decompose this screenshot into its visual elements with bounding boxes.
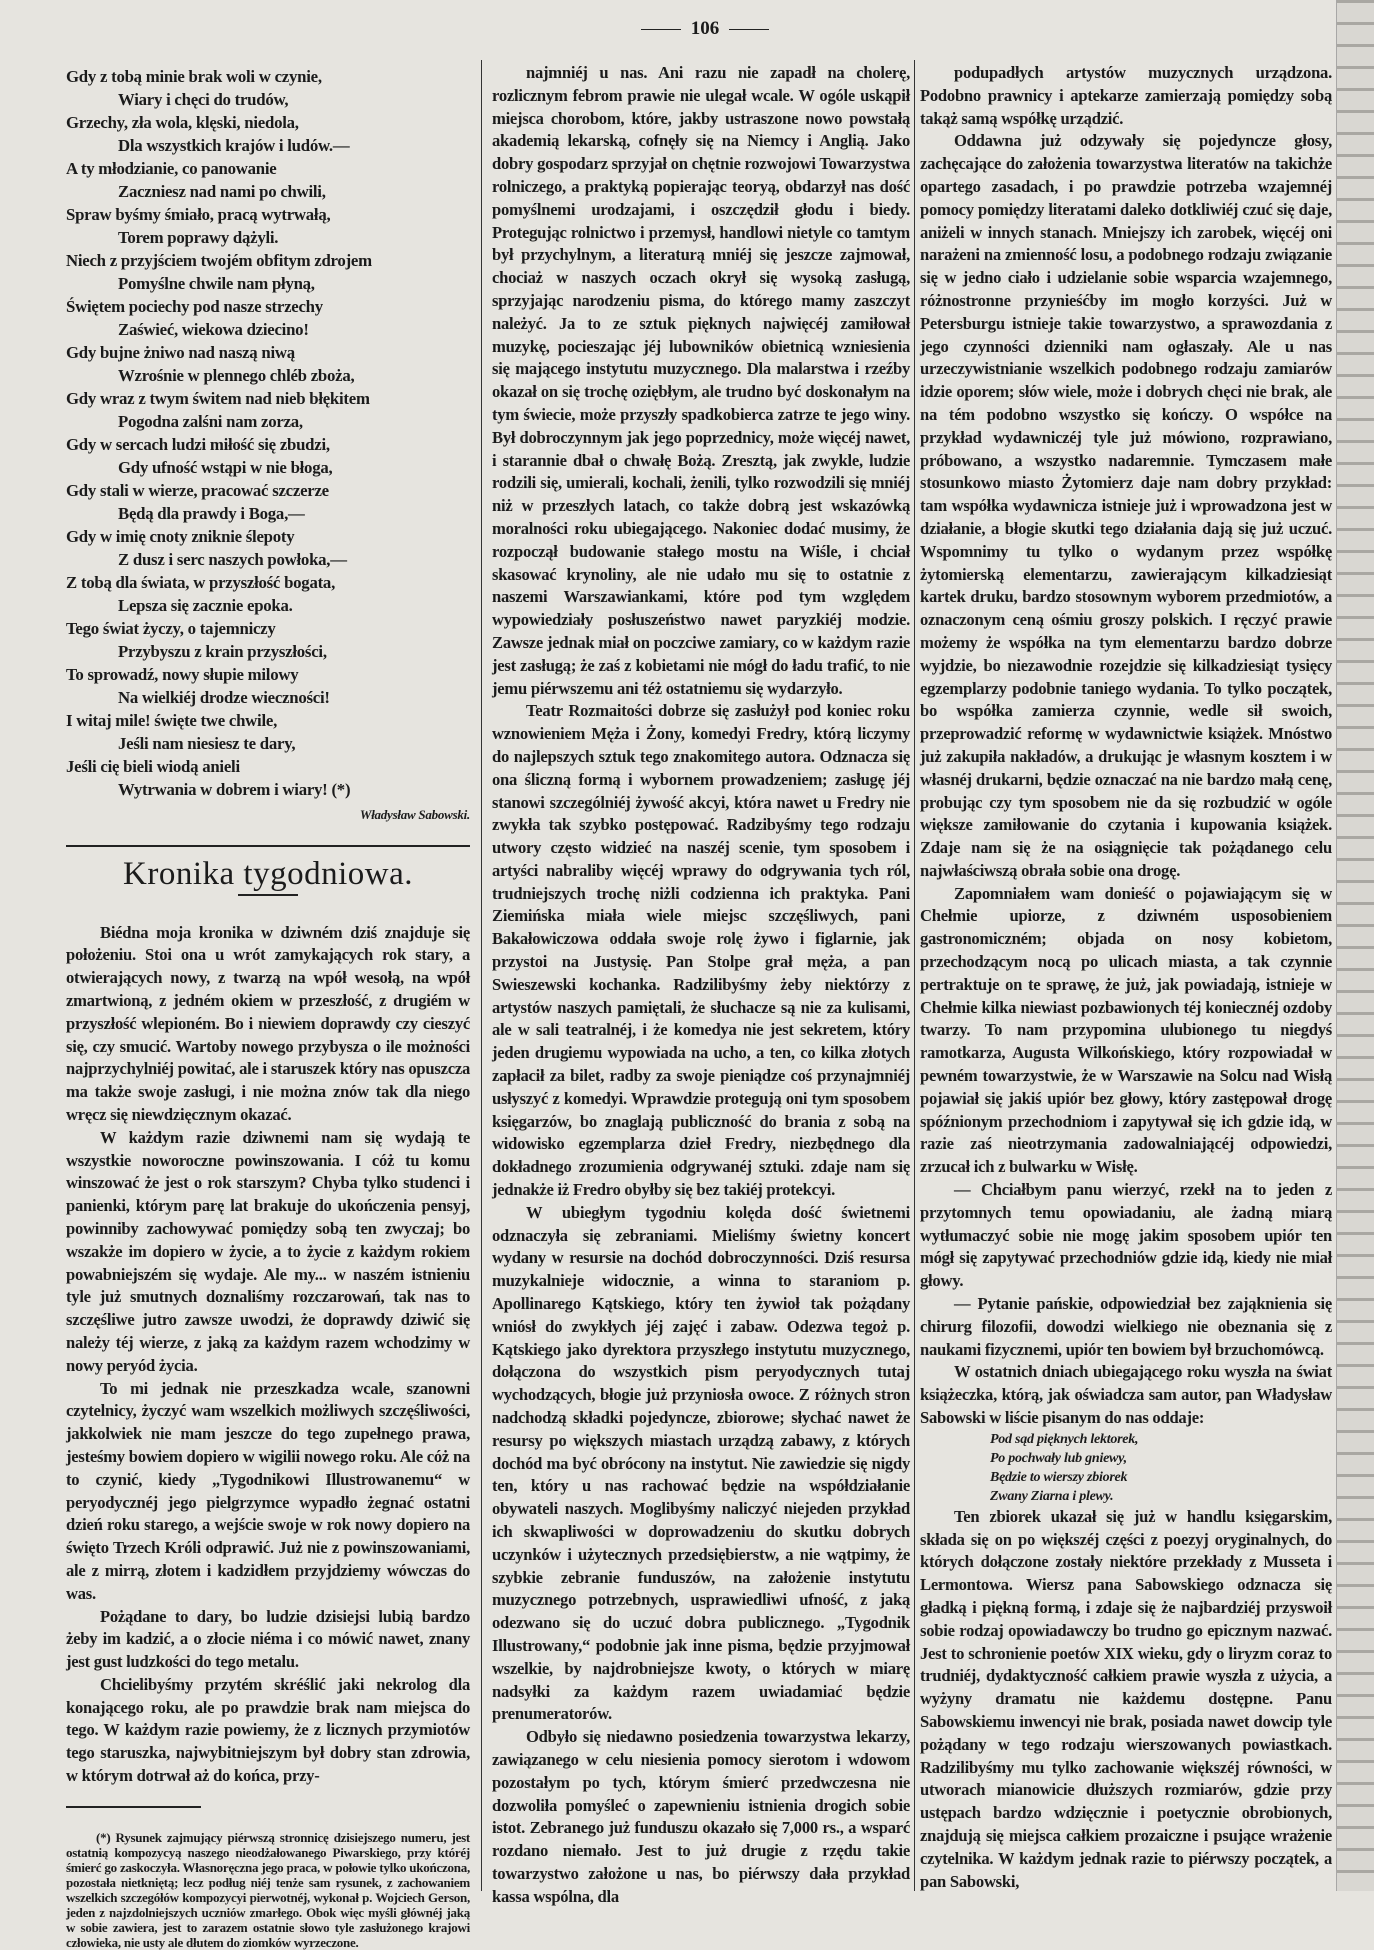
column-3-body-b [920, 1506, 1332, 1894]
poem-line: Gdy stali w wierze, pracować szczerze [66, 481, 329, 500]
adjacent-page-edge [1336, 0, 1374, 1891]
paragraph: — Pytanie pańskie, odpowiedział bez zająknienia się chirurg filozofii, dowodzi wielkiego nie obeznania się z naukami fizycznemi, upiór ten bowiem był brzuchomówcą. [920, 1294, 1332, 1359]
paragraph: Biédna moja kronika w dziwném dziś znajduje się położeniu. Stoi ona u wrót zamykających rok stary, a otwierających nowy, z twarzą na wpół wesołą, na wpół zmartwioną, z jedném okiem w przeszłość, z drugiém w przyszłość wlepioném. Bo i niewiem doprawdy czy cieszyć się, czy smucić. Wartoby nowego przybysza o ile możności najprzychylniéj powitać, ale i staruszek który nas opuszcza ma także swoje zasługi, i nie można znów tak dla niego wręcz się niewdzięcznym okazać. [66, 922, 470, 1124]
paragraph: — Chciałbym panu wierzyć, rzekł na to jeden z przytomnych temu opowiadaniu, ale żadną miarą wytłumaczyć sobie nie mogę jakim sposobem upiór ten mógł się zapytywać przechodniów gdzie idą, kiedy nie miał głowy. [920, 1180, 1332, 1291]
poem-line: Na wielkiéj drodze wieczności! [118, 688, 330, 707]
poem-line: Z tobą dla świata, w przyszłość bogata, [66, 573, 336, 592]
poem [66, 66, 470, 802]
poem-line: Zaczniesz nad nami po chwili, [118, 182, 326, 201]
verse-line: Po pochwały lub gniewy, [990, 1450, 1127, 1466]
poem-line: Grzechy, zła wola, klęski, niedola, [66, 113, 299, 132]
section-divider [66, 845, 470, 847]
poem-line: Gdy bujne żniwo nad naszą niwą [66, 343, 295, 362]
poem-line: Wiary i chęci do trudów, [118, 90, 289, 109]
paragraph: Pożądane to dary, bo ludzie dzisiejsi lubią bardzo żeby im kadzić, a o złocie niéma i co mówić nawet, znany jest gust ludzkości do tego metalu. [66, 1606, 470, 1672]
paragraph: podupadłych artystów muzycznych urządzona. Podobno prawnicy i aptekarze zamierzają pomiędzy sobą takąż samą współkę urządzić. [920, 63, 1332, 128]
paragraph: Oddawna już odzywały się pojedyncze głosy, zachęcające do założenia towarzystwa literatów na takichże opartego zasadach, i po prawdzie potrzeba wzajemnéj pomocy pomiędzy literatami daleko dotkliwiéj czuć się daje, aniżeli w innych stanach. Mniejszy ich zarobek, więcéj oni narażeni na zmienność losu, a podobnego rodzaju związanie się w jedno ciało i udzielanie sobie wsparcia wzajemnego, różnostronne przynieśćby im mogło korzyści. Już w Petersburgu istnieje takie towarzystwo, a sprawozdania z jego czynności dzienniki nam ogłaszały. Ale u nas urzeczywistnianie wszelkich podobnego rodzaju zamiarów idzie oporem; słów wiele, może i dobrych chęci nie brak, ale na tém podobno wszystko się kończy. O współce na przykład wydawniczéj tyle już mówiono, rozprawiano, próbowano, a wszystko nadaremnie. Tymczasem małe stosunkowo miasto Żytomierz daje nam dobry przykład: tam współka wydawnicza istnieje już i wprowadzona jest w działanie, a błogie skutki tego działania dają się już uczuć. Wspomnimy tu tylko o wydanym przez współkę żytomierską elementarzu, zawierającym kilkadziesiąt kartek druku, bardzo stosownym wyborem przedmiotów, a oznaczonym ceną ośmiu groszy polskich. I ręczyć prawie możemy że współka na tym elementarzu bardzo dobrze wyjdzie, bo niezawodnie rozejdzie się kilkadziesiąt tysięcy egzemplarzy podobnie taniego wydania. To tylko początek, bo współka zamierza czynnie, wedle sił swoich, przeprowadzić reformę w wydawnictwie książek. Mnóstwo już zakupiła nakładów, a drukując je własnym kosztem i w własnéj drukarni, będzie oznaczać na nie bardzo małą cenę, probując czy tym sposobem nie da się rozbudzić w ogóle większe zamiłowanie do czytania i kupowania książek. Zdaje nam się że na osiągnięcie tak pożądanego celu najwłaściwszą obrała sobie ona drogę. [920, 131, 1332, 880]
section-title: Kronika tygodniowa. [123, 855, 413, 892]
poem-line: Jeśli cię bieli wiodą anieli [66, 757, 240, 776]
verse-line: Pod sąd pięknych lektorek, [990, 1431, 1139, 1447]
footnote-rule [66, 1806, 201, 1808]
footnote-text: (*) Rysunek zajmujący piérwszą stronnicę dzisiejszego numeru, jest ostatnią kompozycyą naszego nieodżałowanego Piwarskiego, przy któréj śmierć go zaskoczyła. Własnoręczna jego praca, w połowie tylko ukończona, pozostała nietkniętą; lecz podług niéj tenże sam rysunek, z zachowaniem wszelkich szczegółów kompozycyi pierwotnéj, wykonał p. Wojciech Gerson, jeden z najzdolniejszych uczniów zmarłego. Obok więc myśli głównéj jaką w sobie zawiera, jest to zarazem ostatnie słowo tyle zasłużonego krajowi człowieka, nie usty ale dłutem do ziomków wyrzeczone. [66, 1829, 470, 1950]
verse-line: Zwany Ziarna i plewy. [990, 1488, 1114, 1504]
poem-line: Gdy ufność wstąpi w nie błoga, [118, 458, 333, 477]
poem-line: Wytrwania w dobrem i wiary! (*) [118, 780, 351, 799]
poem-line: Jeśli nam niesiesz te dary, [118, 734, 296, 753]
title-rule [238, 894, 298, 896]
paragraph: Ten zbiorek ukazał się już w handlu księgarskim, składa się on po większéj części z poezyj oryginalnych, do których dołączone zostały niektóre przekłady z Musseta i Lermontowa. Wiersz pana Sabowskiego odznacza się gładką i piękną formą, i zdaje się że najbardziéj przyswoił sobie rodzaj opowiadawczy bo trudno go epicznym nazwać. Jest to schronienie poetów XIX wieku, gdy o liryzm coraz to trudniéj, dydaktyczność całkiem prawie wyszła z użycia, a wyżyny dramatu nie każdemu dostępne. Panu Sabowskiemu inwencyi nie brak, posiada nawet dowcip tyle pożądany w tego rodzaju wierszowanych powiastkach. Radzilibyśmy mu tylko zachowanie większéj równości, w utworach mianowicie dłuższych rozmiarów, gdzie przy ustępach bardzo wdzięcznie i poetycznie obrobionych, znajdują się miejsca całkiem prozaiczne i psujące wrażenie czytelnika. W każdym jednak razie to piérwszy początek, a pan Sabowski, [920, 1506, 1332, 1891]
paragraph: Teatr Rozmaitości dobrze się zasłużył pod koniec roku wznowieniem Męża i Żony, komedyi Fredry, którą liczymy do najlepszych sztuk tego znakomitego autora. Odznacza się ona śliczną formą i wybornem prowadzeniem; zasługę jéj stanowi szczególniéj żywość akcyi, która nawet u Fredry nie zwykła tak szybko postępować. Radzibyśmy tego rodzaju utwory często widzieć na naszéj scenie, tym sposobem i artyści nabraliby więcéj wprawy do odgrywania tych ról, trudniejszych trochę niżli codzienna ich praktyka. Pani Ziemińska miała wiele miejsc szczęśliwych, pani Bakałowiczowa oddała swoje rolę żywo i figlarnie, jak przystoi na Justysię. Pan Stolpe grał męża, a pan Swieszewski kochanka. Radzilibyśmy żeby niektórzy z artystów naszych pamiętali, że słuchacze są nie za kulisami, ale w sali teatralnéj, i że komedya nie jest sekretem, który jeden drugiemu wypowiada na ucho, a ten, co kilka złotych zapłacił za bilet, radby za swoje pieniądze coś przynajmniéj usłyszyć z komedyi. Wprawdzie protegują oni tym sposobem księgarzów, bo znaglają publiczność do brania z sobą na widowisko egzemplarza dzieł Fredry, niezbędnego dla dokładnego zrozumienia odgrywanéj sztuki. zdaje nam się jednakże iż Fredro obyłby się bez takiéj protekcyi. [492, 701, 910, 1200]
poem-line: A ty młodzianie, co panowanie [66, 159, 277, 178]
poem-line: Niech z przyjściem twojém obfitym zdrojem [66, 251, 372, 270]
poem-line: Spraw byśmy śmiało, pracą wytrwałą, [66, 205, 331, 224]
column-1 [66, 66, 470, 1950]
poem-line: Zaświeć, wiekowa dziecino! [118, 320, 309, 339]
column-3 [920, 62, 1332, 1891]
poem-line: I witaj mile! święte twe chwile, [66, 711, 278, 730]
poem-line: Gdy w imię cnoty zniknie ślepoty [66, 527, 295, 546]
poem-line: Tego świat życzy, o tajemniczy [66, 619, 276, 638]
poem-line: Gdy wraz z twym świtem nad nieb błękitem [66, 389, 370, 408]
paragraph: najmniéj u nas. Ani razu nie zapadł na cholerę, rozlicznym febrom prawie nie ulegał wcale. W ogóle uskąpił miejsca chorobom, które, jakby ustraszone nowo powstałą akademią lekarską, cofnęły się na Niemcy i Anglią. Jako dobry gospodarz sprzyjał on chętnie rozwojowi Towarzystwa rolniczego, a praktyką popierając teoryą, obdarzył nas dość pomyślnemi urodzajami, i oszczędził głodu i biedy. Protegując rolnictwo i przemysł, handlowi nietyle co tamtym był przychylnym, a literaturą mniéj się jeszcze zajmował, chociaż w naszych oczach okrył się wysoką zasługą, sprzyjając narodzeniu pisma, do którego mamy zaszczyt należyć. Ja to ze sztuk pięknych najwięcéj zamiłował muzykę, pocieszając jéj lubowników obietnicą wzniesienia się mającego instytutu muzycznego. Dla malarstwa i rzeźby okazał on się trochę oziębłym, ale trudno być doskonałym na tym świecie, może przyszły spadkobierca zatrze te jego winy. Był dobroczynnym jak jego poprzednicy, może więcéj nawet, i starannie dbał o chwałę Bożą. Zresztą, jak zwykle, ludzie rodzili się, umierali, kochali, żenili, tylko rozwodzili się mniéj niż w przeszłych latach, co także dobrą jest wskazówką moralności roku ubiegającego. Nakoniec dodać musimy, że rozpoczął budowanie stałego mostu na Wiśle, i chciał skasować krynoliny, ale nie udało mu się to ostatnie z naszemi Warszawiankami, które pod tym względem wypowiedziały posłuszeństwo nawet paryzkiéj modzie. Zawsze jednak miał on poczciwe zamiary, co w każdym razie jest zasługą; że zaś z kobietami nie mógł do ładu trafić, to nie jemu piérwszemu ani téż ostatniemu się wydarzyło. [492, 63, 910, 698]
paragraph: W ubiegłym tygodniu kolęda dość świetnemi odznaczyła się zebraniami. Mieliśmy świetny koncert wydany w resursie na dochód dobroczynności. Dziś resursa muzykalnieje widocznie, a winna to staraniom p. Apollinarego Kątskiego, który ten żywioł tak pożądany wniósł do zwykłych jéj zajęć i zabaw. Odezwa tegoż p. Kątskiego jako dyrektora przyszłego instytutu muzycznego, dołączona do wszystkich pism peryodycznych tutaj wychodzących, błogie już przyniosła owoce. Z różnych stron nadchodzą składki pojedyncze, zbiorowe; słychać nawet że resursy po większych miastach urządzą zabawy, z których dochód ma być obrócony na instytut. Nie zawiedzie się nigdy ten, który u nas rachować będzie na współdziałanie obywateli naszych. Moglibyśmy naliczyć niejeden przykład ich skwapliwości w doprowadzeniu do skutku dobrych uczynków i użytecznych przedsiębierstw, a nie wątpimy, że szybkie zebranie funduszów, na założenie instytutu muzycznego potrzebnych, usprawiedliwi ufność, z jaką odezwano się do uczuć dobra publicznego. „Tygodnik Illustrowany,“ podobnie jak inne pisma, będzie przyjmował wszelkie, by najdrobniejsze kwoty, o których w miarę nadsyłki za każdym razem uwiadamiać będzie prenumeratorów. [492, 1202, 910, 1724]
paragraph: To mi jednak nie przeszkadza wcale, szanowni czytelnicy, życzyć wam wszelkich możliwych szczęśliwości, jakkolwiek nie mam jeszcze do tego zupełnego prawa, jesteśmy bowiem dopiero w wigilii nowego roku. Ale cóż na to czynić, kiedy „Tygodnikowi Illustrowanemu“ w peryodycznéj jego pielgrzymce wypadło żegnać ostatni dzień roku starego, a wejście swoje w rok nowy dopiero na święto Trzech Króli odprawić. Już nie z powinszowaniami, ale z mirrą, złotem i kadzidłem przyjdziemy wówczas do was. [66, 1378, 470, 1603]
poem-line: Gdy z tobą minie brak woli w czynie, [66, 67, 322, 86]
column-2 [492, 62, 910, 1906]
paragraph: Chcielibyśmy przytém skréślić jaki nekrolog dla konającego roku, ale po prawdzie brak nam miejsca do tego. W każdym razie powiemy, że z licznych przymiotów tego staruszka, najwybitniejszym był dobry stan zdrowia, w którym dotrwał aż do końca, przy- [66, 1674, 470, 1786]
poem-line: Pomyślne chwile nam płyną, [118, 274, 315, 293]
column-divider [481, 60, 482, 1891]
kronika-body [66, 922, 470, 1788]
poem-line: Gdy w sercach ludzi miłość się zbudzi, [66, 435, 330, 454]
paragraph: W każdym razie dziwnemi nam się wydają te wszystkie noworoczne powinszowania. I cóż tu komu winszować że jest o rok starszym? Chyba tylko studenci i panienki, którym parę lat brakuje do ukończenia pensyj, powinniby zachowywać pomiędzy sobą ten zwyczaj; bo wszakże im dopiero w życie, a to życie z każdym rokiem powabniejszém się wydaje. Ale my... w naszém istnieniu tyle już smutnych doznaliśmy rozczarowań, tak nas to szczęśliwe jutro zawsze uwodzi, że doprawdy dziwić się należy téj wierze, z jaką za każdym razem wchodzimy w nowy peryód życia. [66, 1127, 470, 1375]
poem-line: Będą dla prawdy i Boga,— [118, 504, 305, 523]
poem-line: Pogodna zalśni nam zorza, [118, 412, 303, 431]
verse-line: Będzie to wierszy zbiorek [990, 1469, 1128, 1485]
column-divider [914, 60, 915, 1891]
page-number: 106 [620, 18, 790, 40]
poem-line: Dla wszystkich krajów i ludów.— [118, 136, 350, 155]
poem-line: Lepsza się zacznie epoka. [118, 596, 293, 615]
column-3-body-a [920, 62, 1332, 1430]
poem-line: Torem poprawy dążyli. [118, 228, 279, 247]
poem-line: Przybyszu z krain przyszłości, [118, 642, 327, 661]
paragraph: Odbyło się niedawno posiedzenia towarzystwa lekarzy, zawiązanego w celu niesienia pomocy sierotom i wdowom pozostałym po tych, którym śmierć przedwczesna nie dozwoliła pomyśleć o zapewnieniu istnienia drogich sobie istot. Zebranego już funduszu okazało się 7,000 rs., a wsparć rozdano niemało. Jest to już drugie z rzędu takie towarzystwo założone u nas, bo piérwszy dała przykład kassa wspólna, dla [492, 1727, 910, 1906]
poem-line: Z dusz i serc naszych powłoka,— [118, 550, 347, 569]
footnote [66, 1830, 470, 1950]
quoted-verse [920, 1430, 1332, 1506]
poem-signature: Władysław Sabowski. [359, 807, 470, 822]
poem-line: Wzrośnie w plennego chléb zboża, [118, 366, 355, 385]
paragraph: W ostatnich dniach ubiegającego roku wyszła na świat książeczka, którą, jak oświadcza sam autor, pan Władysław Sabowski w liście pisanym do nas oddaje: [920, 1362, 1332, 1428]
poem-line: To sprowadź, nowy słupie milowy [66, 665, 299, 684]
paragraph: Zapomniałem wam donieść o pojawiającym się w Chełmie upiorze, z dziwném usposobieniem gastronomiczném; objada on nosy kobietom, przechodzącym nocą po ulicach miasta, a tak czynnie pertraktuje on te sprawę, że już, jak powiadają, istnieje w Chełmie kilka niewiast pozbawionych téj koniecznéj ozdoby twarzy. To nam przypomina ulubionego tu niegdyś ramotkarza, Augusta Wilkońskiego, który rozpowiadał w pewném towarzystwie, że w Warszawie na Solcu nad Wisłą pojawiał się jakiś upiór bez głowy, który zastępował drogę spóźnionym przechodniom i zapytywał się ich gdzie idą, w razie zaś nieotrzymania zadowalniającéj odpowiedzi, zrzucał ich z bulwarku w Wisłę. [920, 883, 1332, 1177]
poem-line: Świętem pociechy pod nasze strzechy [66, 297, 323, 316]
